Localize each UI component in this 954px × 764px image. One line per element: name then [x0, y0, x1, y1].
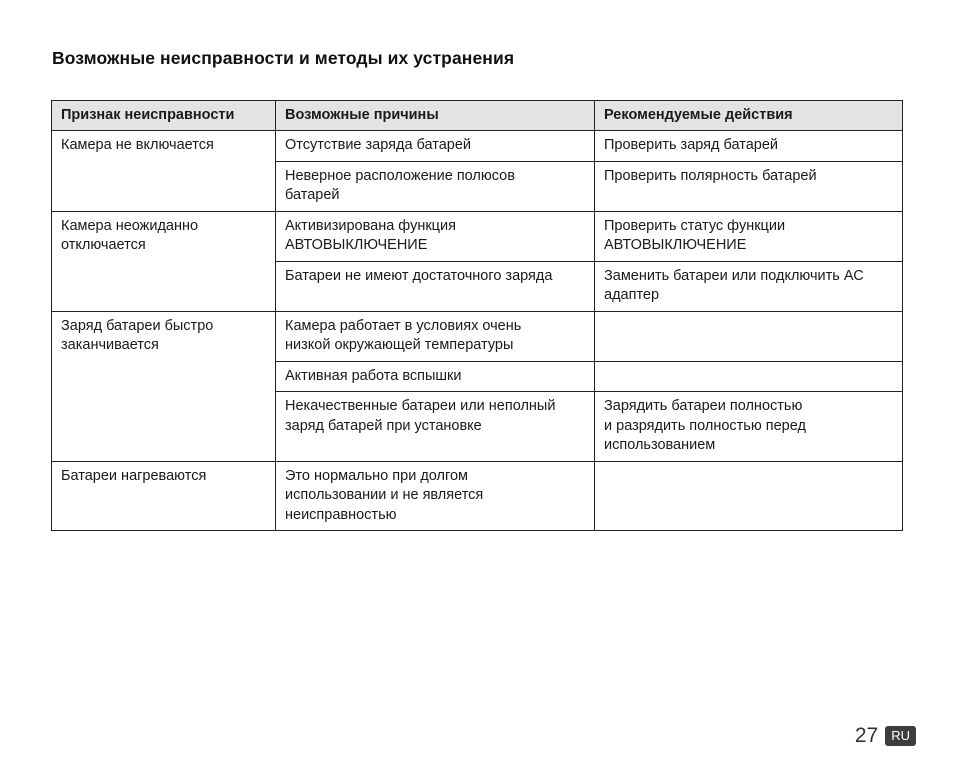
action-cell: Заменить батареи или подключить АС адаптер: [595, 261, 903, 311]
action-cell: Зарядить батареи полностью и разрядить полностью перед использованием: [595, 392, 903, 462]
cause-cell: Это нормально при долгом использовании и не является неисправностью: [276, 461, 595, 531]
header-causes: Возможные причины: [276, 101, 595, 131]
cause-cell: Активизирована функция АВТОВЫКЛЮЧЕНИЕ: [276, 211, 595, 261]
table-row: [52, 461, 903, 531]
action-cell: Проверить заряд батарей: [595, 131, 903, 162]
page-number: 27: [854, 724, 879, 747]
cause-cell: Неверное расположение полюсов батарей: [276, 161, 595, 211]
cause-cell: Активная работа вспышки: [276, 361, 595, 392]
header-actions: Рекомендуемые действия: [595, 101, 903, 131]
action-cell: [595, 311, 903, 361]
header-symptom: Признак неисправности: [52, 101, 276, 131]
page-title: Возможные неисправности и методы их устранения: [52, 48, 515, 68]
troubleshooting-table: [51, 100, 903, 531]
symptom-cell: Камера не включается: [52, 131, 276, 212]
action-cell: Проверить статус функции АВТОВЫКЛЮЧЕНИЕ: [595, 211, 903, 261]
cause-cell: Батареи не имеют достаточного заряда: [276, 261, 595, 311]
cause-cell: Камера работает в условиях очень низкой окружающей температуры: [276, 311, 595, 361]
action-cell: [595, 361, 903, 392]
table-row: [52, 211, 903, 261]
cause-cell: Некачественные батареи или неполный заряд батарей при установке: [276, 392, 595, 462]
action-cell: [595, 461, 903, 531]
action-cell: Проверить полярность батарей: [595, 161, 903, 211]
symptom-cell: Заряд батареи быстро заканчивается: [52, 311, 276, 461]
page-footer: [855, 724, 916, 748]
symptom-cell: Камера неожиданно отключается: [52, 211, 276, 311]
language-badge: RU: [885, 726, 916, 746]
symptom-cell: Батареи нагреваются: [52, 461, 276, 531]
table-header-row: [52, 101, 903, 131]
table-row: [52, 131, 903, 162]
cause-cell: Отсутствие заряда батарей: [276, 131, 595, 162]
table-row: [52, 311, 903, 361]
